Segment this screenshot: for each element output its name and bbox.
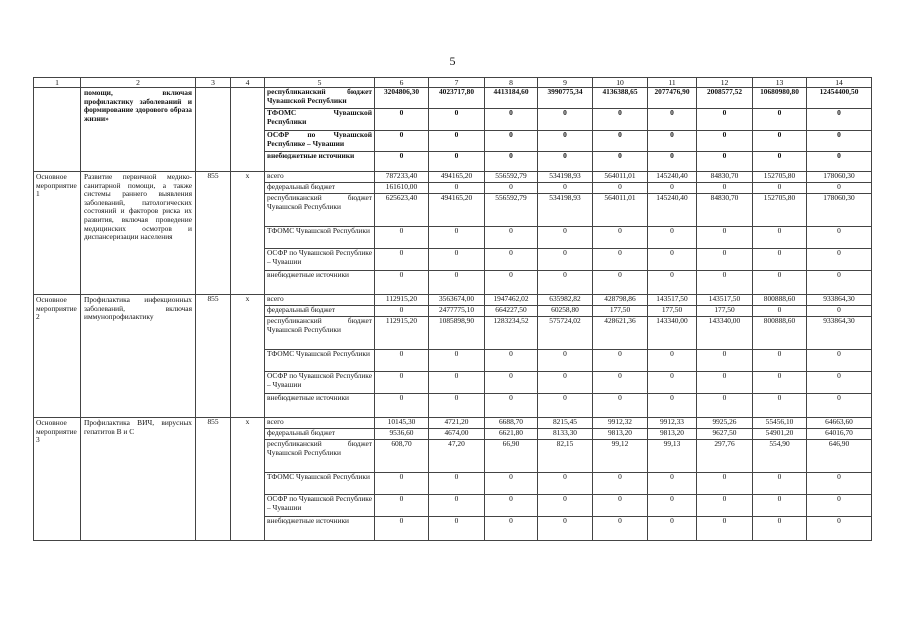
funding-source-cell: ТФОМС Чувашской Республики — [265, 473, 375, 495]
amount-cell: 9813,20 — [648, 429, 697, 440]
amount-cell: 1085898,90 — [429, 317, 485, 350]
amount-cell: 152705,80 — [753, 172, 807, 183]
amount-cell: 0 — [593, 131, 648, 152]
amount-cell: 0 — [375, 350, 429, 372]
amount-cell: 0 — [485, 517, 538, 541]
amount-cell: 0 — [429, 183, 485, 194]
amount-cell: 0 — [648, 350, 697, 372]
col-header: 12 — [697, 78, 753, 88]
amount-cell: 112915,20 — [375, 295, 429, 306]
amount-cell: 47,20 — [429, 440, 485, 473]
amount-cell: 0 — [593, 249, 648, 271]
amount-cell: 428621,36 — [593, 317, 648, 350]
funding-source-cell: внебюджетные источники — [265, 271, 375, 295]
amount-cell: 9925,26 — [697, 418, 753, 429]
amount-cell: 6688,70 — [485, 418, 538, 429]
funding-source-cell: внебюджетные источники — [265, 517, 375, 541]
amount-cell: 0 — [593, 350, 648, 372]
amount-cell: 0 — [753, 131, 807, 152]
amount-cell: 0 — [593, 183, 648, 194]
amount-cell: 3563674,00 — [429, 295, 485, 306]
amount-cell: 64663,60 — [807, 418, 872, 429]
amount-cell: 178060,30 — [807, 194, 872, 227]
amount-cell: 0 — [538, 227, 593, 249]
amount-cell: 0 — [807, 372, 872, 394]
amount-cell: 0 — [753, 372, 807, 394]
amount-cell: 0 — [429, 517, 485, 541]
funding-source-cell: республиканский бюджет Чувашской Республики — [265, 317, 375, 350]
amount-cell: 4674,00 — [429, 429, 485, 440]
amount-cell: 664227,50 — [485, 306, 538, 317]
table-row — [34, 88, 872, 109]
amount-cell: 0 — [648, 495, 697, 517]
amount-cell: 145240,40 — [648, 194, 697, 227]
amount-cell: 297,76 — [697, 440, 753, 473]
amount-cell: 635982,82 — [538, 295, 593, 306]
amount-cell: 66,90 — [485, 440, 538, 473]
amount-cell: 0 — [375, 517, 429, 541]
amount-cell: 0 — [538, 131, 593, 152]
amount-cell: 0 — [648, 372, 697, 394]
amount-cell: 0 — [375, 131, 429, 152]
amount-cell: 0 — [538, 109, 593, 131]
amount-cell: 0 — [593, 394, 648, 418]
funding-source-cell: федеральный бюджет — [265, 183, 375, 194]
amount-cell: 0 — [593, 152, 648, 172]
amount-cell: 9912,32 — [593, 418, 648, 429]
amount-cell: 0 — [697, 394, 753, 418]
amount-cell: 12454400,50 — [807, 88, 872, 109]
amount-cell: 0 — [807, 350, 872, 372]
amount-cell: 0 — [807, 517, 872, 541]
event-description-cell: Профилактика инфекционных заболеваний, включая иммунопрофилактику — [81, 295, 196, 418]
funding-source-cell: всего — [265, 295, 375, 306]
amount-cell: 3990775,34 — [538, 88, 593, 109]
amount-cell: 0 — [697, 249, 753, 271]
amount-cell: 0 — [375, 473, 429, 495]
amount-cell: 1947462,02 — [485, 295, 538, 306]
funding-source-cell: федеральный бюджет — [265, 429, 375, 440]
amount-cell: 0 — [485, 131, 538, 152]
event-description-cell: Профилактика ВИЧ, вирусных гепатитов В и С — [81, 418, 196, 541]
amount-cell: 0 — [375, 109, 429, 131]
code-cell — [196, 88, 231, 172]
amount-cell: 0 — [753, 495, 807, 517]
amount-cell: 0 — [375, 372, 429, 394]
amount-cell: 0 — [753, 473, 807, 495]
amount-cell: 0 — [485, 183, 538, 194]
funding-source-cell: внебюджетные источники — [265, 152, 375, 172]
amount-cell: 0 — [648, 271, 697, 295]
amount-cell: 0 — [429, 350, 485, 372]
amount-cell: 0 — [538, 372, 593, 394]
col-header: 8 — [485, 78, 538, 88]
amount-cell: 99,12 — [593, 440, 648, 473]
amount-cell: 4023717,80 — [429, 88, 485, 109]
amount-cell: 0 — [697, 152, 753, 172]
amount-cell: 3204806,30 — [375, 88, 429, 109]
amount-cell: 0 — [753, 306, 807, 317]
amount-cell: 0 — [429, 152, 485, 172]
funding-source-cell: ОСФР по Чувашской Республике – Чувашии — [265, 131, 375, 152]
amount-cell: 556592,79 — [485, 194, 538, 227]
amount-cell: 0 — [807, 394, 872, 418]
code-cell: 855 — [196, 295, 231, 418]
amount-cell: 800888,60 — [753, 317, 807, 350]
amount-cell: 494165,20 — [429, 172, 485, 183]
amount-cell: 0 — [807, 495, 872, 517]
amount-cell: 0 — [648, 227, 697, 249]
amount-cell: 161610,00 — [375, 183, 429, 194]
amount-cell: 0 — [753, 249, 807, 271]
table-row — [34, 295, 872, 306]
amount-cell: 9813,20 — [593, 429, 648, 440]
col-header: 7 — [429, 78, 485, 88]
amount-cell: 0 — [697, 473, 753, 495]
amount-cell: 534198,93 — [538, 172, 593, 183]
amount-cell: 534198,93 — [538, 194, 593, 227]
code-cell: 855 — [196, 172, 231, 295]
mark-cell: х — [231, 418, 265, 541]
amount-cell: 0 — [429, 394, 485, 418]
amount-cell: 0 — [538, 473, 593, 495]
table-row — [34, 418, 872, 429]
amount-cell: 0 — [648, 394, 697, 418]
amount-cell: 608,70 — [375, 440, 429, 473]
mark-cell: х — [231, 295, 265, 418]
amount-cell: 0 — [429, 271, 485, 295]
amount-cell: 2008577,52 — [697, 88, 753, 109]
col-header: 11 — [648, 78, 697, 88]
amount-cell: 0 — [429, 131, 485, 152]
amount-cell: 152705,80 — [753, 194, 807, 227]
amount-cell: 9912,33 — [648, 418, 697, 429]
amount-cell: 556592,79 — [485, 172, 538, 183]
amount-cell: 177,50 — [697, 306, 753, 317]
amount-cell: 0 — [648, 517, 697, 541]
amount-cell: 177,50 — [648, 306, 697, 317]
amount-cell: 0 — [485, 227, 538, 249]
funding-source-cell: внебюджетные источники — [265, 394, 375, 418]
amount-cell: 0 — [375, 394, 429, 418]
amount-cell: 6621,80 — [485, 429, 538, 440]
funding-source-cell: федеральный бюджет — [265, 306, 375, 317]
amount-cell: 143340,00 — [648, 317, 697, 350]
amount-cell: 0 — [485, 495, 538, 517]
col-header: 14 — [807, 78, 872, 88]
amount-cell: 0 — [697, 372, 753, 394]
amount-cell: 10145,30 — [375, 418, 429, 429]
amount-cell: 0 — [648, 473, 697, 495]
amount-cell: 143340,00 — [697, 317, 753, 350]
code-cell: 855 — [196, 418, 231, 541]
amount-cell: 0 — [807, 109, 872, 131]
amount-cell: 0 — [753, 271, 807, 295]
amount-cell: 54901,20 — [753, 429, 807, 440]
amount-cell: 9627,50 — [697, 429, 753, 440]
amount-cell: 0 — [538, 350, 593, 372]
event-label-cell: Основное мероприятие 3 — [34, 418, 81, 541]
amount-cell: 0 — [807, 152, 872, 172]
amount-cell: 0 — [538, 495, 593, 517]
amount-cell: 0 — [807, 473, 872, 495]
col-header: 9 — [538, 78, 593, 88]
funding-source-cell: ТФОМС Чувашской Республики — [265, 109, 375, 131]
amount-cell: 0 — [593, 495, 648, 517]
amount-cell: 0 — [697, 227, 753, 249]
amount-cell: 0 — [593, 271, 648, 295]
amount-cell: 0 — [807, 227, 872, 249]
amount-cell: 2077476,90 — [648, 88, 697, 109]
amount-cell: 625623,40 — [375, 194, 429, 227]
column-numbers-row — [34, 78, 872, 88]
amount-cell: 0 — [593, 109, 648, 131]
amount-cell: 178060,30 — [807, 172, 872, 183]
amount-cell: 0 — [807, 131, 872, 152]
amount-cell: 0 — [538, 517, 593, 541]
funding-source-cell: ТФОМС Чувашской Республики — [265, 350, 375, 372]
amount-cell: 564011,01 — [593, 194, 648, 227]
col-header: 4 — [231, 78, 265, 88]
amount-cell: 84830,70 — [697, 194, 753, 227]
funding-table — [33, 77, 872, 541]
amount-cell: 0 — [753, 394, 807, 418]
funding-source-cell: ТФОМС Чувашской Республики — [265, 227, 375, 249]
amount-cell: 145240,40 — [648, 172, 697, 183]
amount-cell: 0 — [648, 183, 697, 194]
amount-cell: 933864,30 — [807, 295, 872, 306]
amount-cell: 0 — [485, 394, 538, 418]
mark-cell: х — [231, 172, 265, 295]
amount-cell: 0 — [753, 183, 807, 194]
funding-source-cell: всего — [265, 172, 375, 183]
col-header: 5 — [265, 78, 375, 88]
amount-cell: 800888,60 — [753, 295, 807, 306]
amount-cell: 0 — [807, 183, 872, 194]
event-description-cell: Развитие первичной медико-санитарной помощи, а также системы раннего выявления заболеваний, патологических состояний и факторов риска их развития, включая проведение медицинских осмотров и диспансеризации населения — [81, 172, 196, 295]
amount-cell: 0 — [593, 372, 648, 394]
amount-cell: 0 — [375, 495, 429, 517]
amount-cell: 0 — [538, 394, 593, 418]
amount-cell: 0 — [375, 152, 429, 172]
col-header: 2 — [81, 78, 196, 88]
amount-cell: 0 — [429, 372, 485, 394]
amount-cell: 0 — [753, 227, 807, 249]
amount-cell: 0 — [485, 152, 538, 172]
col-header: 13 — [753, 78, 807, 88]
amount-cell: 0 — [593, 473, 648, 495]
amount-cell: 0 — [697, 495, 753, 517]
funding-source-cell: всего — [265, 418, 375, 429]
amount-cell: 0 — [753, 109, 807, 131]
event-label-cell — [34, 88, 81, 172]
amount-cell: 787233,40 — [375, 172, 429, 183]
page-number: 5 — [449, 54, 456, 68]
amount-cell: 55456,10 — [753, 418, 807, 429]
amount-cell: 0 — [648, 249, 697, 271]
amount-cell: 494165,20 — [429, 194, 485, 227]
amount-cell: 0 — [375, 306, 429, 317]
amount-cell: 1283234,52 — [485, 317, 538, 350]
amount-cell: 8133,30 — [538, 429, 593, 440]
amount-cell: 575724,02 — [538, 317, 593, 350]
amount-cell: 0 — [375, 249, 429, 271]
funding-source-cell: республиканский бюджет Чувашской Республики — [265, 194, 375, 227]
amount-cell: 60258,80 — [538, 306, 593, 317]
amount-cell: 0 — [485, 372, 538, 394]
amount-cell: 84830,70 — [697, 172, 753, 183]
amount-cell: 0 — [485, 350, 538, 372]
amount-cell: 0 — [538, 271, 593, 295]
amount-cell: 4413184,60 — [485, 88, 538, 109]
amount-cell: 0 — [753, 517, 807, 541]
amount-cell: 0 — [648, 152, 697, 172]
amount-cell: 0 — [538, 152, 593, 172]
event-label-cell: Основное мероприятие 2 — [34, 295, 81, 418]
col-header: 10 — [593, 78, 648, 88]
amount-cell: 0 — [429, 249, 485, 271]
amount-cell: 64016,70 — [807, 429, 872, 440]
amount-cell: 2477775,10 — [429, 306, 485, 317]
amount-cell: 0 — [807, 249, 872, 271]
amount-cell: 0 — [485, 473, 538, 495]
col-header: 3 — [196, 78, 231, 88]
amount-cell: 0 — [429, 473, 485, 495]
amount-cell: 0 — [697, 271, 753, 295]
amount-cell: 0 — [593, 517, 648, 541]
funding-source-cell: ОСФР по Чувашской Республике – Чувашии — [265, 495, 375, 517]
amount-cell: 554,90 — [753, 440, 807, 473]
amount-cell: 0 — [485, 271, 538, 295]
amount-cell: 0 — [538, 183, 593, 194]
amount-cell: 0 — [807, 306, 872, 317]
funding-source-cell: республиканский бюджет Чувашской Республики — [265, 440, 375, 473]
event-description-cell: помощи, включая профилактику заболеваний и формирование здорового образа жизни» — [81, 88, 196, 172]
amount-cell: 177,50 — [593, 306, 648, 317]
funding-source-cell: республиканский бюджет Чувашской Республики — [265, 88, 375, 109]
amount-cell: 8215,45 — [538, 418, 593, 429]
event-label-cell: Основное мероприятие 1 — [34, 172, 81, 295]
mark-cell — [231, 88, 265, 172]
amount-cell: 143517,50 — [648, 295, 697, 306]
amount-cell: 428798,86 — [593, 295, 648, 306]
amount-cell: 4136388,65 — [593, 88, 648, 109]
amount-cell: 0 — [485, 249, 538, 271]
amount-cell: 0 — [697, 350, 753, 372]
table-row — [34, 172, 872, 183]
amount-cell: 112915,20 — [375, 317, 429, 350]
amount-cell: 9536,60 — [375, 429, 429, 440]
amount-cell: 0 — [697, 517, 753, 541]
amount-cell: 143517,50 — [697, 295, 753, 306]
amount-cell: 0 — [593, 227, 648, 249]
amount-cell: 0 — [429, 109, 485, 131]
amount-cell: 0 — [648, 131, 697, 152]
col-header: 1 — [34, 78, 81, 88]
amount-cell: 0 — [429, 495, 485, 517]
amount-cell: 0 — [697, 131, 753, 152]
amount-cell: 0 — [538, 249, 593, 271]
amount-cell: 0 — [485, 109, 538, 131]
funding-source-cell: ОСФР по Чувашской Республике – Чувашии — [265, 372, 375, 394]
amount-cell: 99,13 — [648, 440, 697, 473]
amount-cell: 0 — [375, 227, 429, 249]
amount-cell: 0 — [807, 271, 872, 295]
amount-cell: 0 — [753, 350, 807, 372]
amount-cell: 0 — [429, 227, 485, 249]
amount-cell: 82,15 — [538, 440, 593, 473]
amount-cell: 0 — [375, 271, 429, 295]
amount-cell: 933864,30 — [807, 317, 872, 350]
amount-cell: 564011,01 — [593, 172, 648, 183]
amount-cell: 10680980,80 — [753, 88, 807, 109]
amount-cell: 0 — [697, 183, 753, 194]
col-header: 6 — [375, 78, 429, 88]
amount-cell: 0 — [753, 152, 807, 172]
amount-cell: 0 — [697, 109, 753, 131]
funding-source-cell: ОСФР по Чувашской Республике – Чувашии — [265, 249, 375, 271]
amount-cell: 646,90 — [807, 440, 872, 473]
amount-cell: 4721,20 — [429, 418, 485, 429]
amount-cell: 0 — [648, 109, 697, 131]
